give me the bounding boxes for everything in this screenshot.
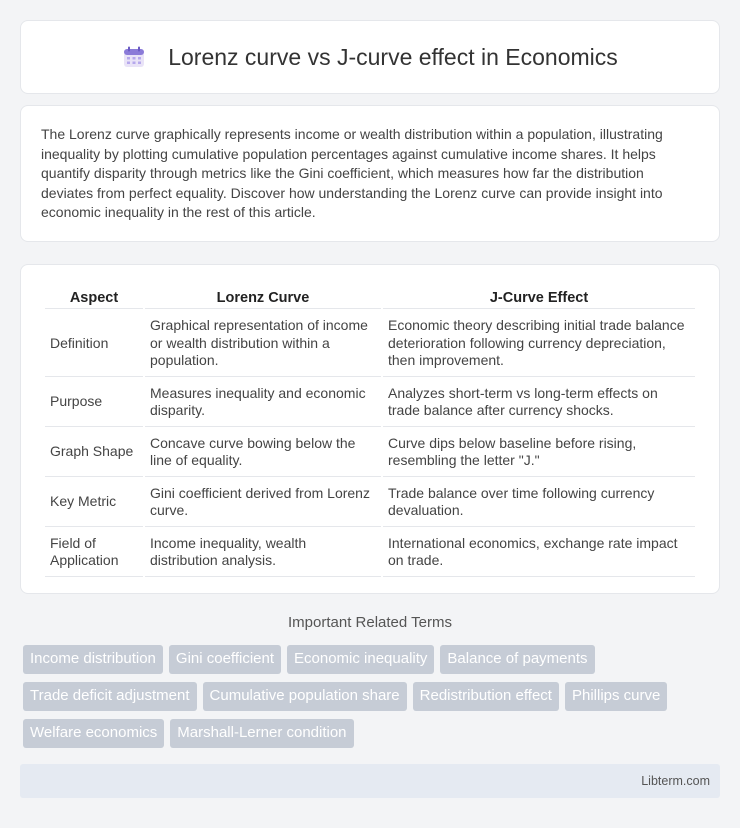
footer-site-link[interactable]: Libterm.com xyxy=(641,774,710,788)
related-term-tag[interactable]: Economic inequality xyxy=(287,645,434,674)
page-title: Lorenz curve vs J-curve effect in Economics xyxy=(168,43,618,70)
table-cell: Purpose xyxy=(45,379,143,427)
table-row xyxy=(45,479,695,527)
related-terms-title: Important Related Terms xyxy=(288,614,452,631)
related-term-tag[interactable]: Welfare economics xyxy=(23,719,164,748)
table-row xyxy=(45,311,695,377)
table-cell: Gini coefficient derived from Lorenz curve. xyxy=(145,479,381,527)
column-header: J-Curve Effect xyxy=(383,287,695,309)
table-header-row xyxy=(45,287,695,309)
column-header: Lorenz Curve xyxy=(145,287,381,309)
table-row xyxy=(45,379,695,427)
table-cell: Curve dips below baseline before rising, resembling the letter "J." xyxy=(383,429,695,477)
calendar-icon xyxy=(122,45,146,69)
footer xyxy=(20,764,720,798)
table-cell: Economic theory describing initial trade balance deterioration following currency depreciation, then improvement. xyxy=(383,311,695,377)
intro-card xyxy=(20,105,720,242)
table-cell: Key Metric xyxy=(45,479,143,527)
intro-text: The Lorenz curve graphically represents income or wealth distribution within a population, illustrating inequality by plotting cumulative population percentages against cumulative income shares. It helps quantify disparity through metrics like the Gini coefficient, which measures how far the distribution deviates from perfect equality. Discover how understanding the Lorenz curve can provide insight into economic inequality in the rest of this article. xyxy=(41,126,663,221)
table-cell: Income inequality, wealth distribution analysis. xyxy=(145,529,381,577)
related-term-tag[interactable]: Phillips curve xyxy=(565,682,667,711)
table-cell: Graphical representation of income or wealth distribution within a population. xyxy=(145,311,381,377)
related-term-tag[interactable]: Cumulative population share xyxy=(203,682,407,711)
table-cell: Measures inequality and economic disparity. xyxy=(145,379,381,427)
table-cell: Analyzes short-term vs long-term effects on trade balance after currency shocks. xyxy=(383,379,695,427)
comparison-table xyxy=(43,285,697,579)
related-term-tag[interactable]: Gini coefficient xyxy=(169,645,281,674)
related-term-tag[interactable]: Balance of payments xyxy=(440,645,594,674)
table-cell: Trade balance over time following currency devaluation. xyxy=(383,479,695,527)
table-cell: Definition xyxy=(45,311,143,377)
table-cell: International economics, exchange rate impact on trade. xyxy=(383,529,695,577)
related-term-tag[interactable]: Income distribution xyxy=(23,645,163,674)
table-cell: Concave curve bowing below the line of equality. xyxy=(145,429,381,477)
related-terms-list xyxy=(23,645,723,756)
table-row xyxy=(45,529,695,577)
related-term-tag[interactable]: Redistribution effect xyxy=(413,682,559,711)
table-cell: Graph Shape xyxy=(45,429,143,477)
table-cell: Field of Application xyxy=(45,529,143,577)
header-card xyxy=(20,20,720,94)
table-row xyxy=(45,429,695,477)
column-header: Aspect xyxy=(45,287,143,309)
comparison-card xyxy=(20,264,720,594)
related-term-tag[interactable]: Marshall-Lerner condition xyxy=(170,719,353,748)
related-term-tag[interactable]: Trade deficit adjustment xyxy=(23,682,197,711)
